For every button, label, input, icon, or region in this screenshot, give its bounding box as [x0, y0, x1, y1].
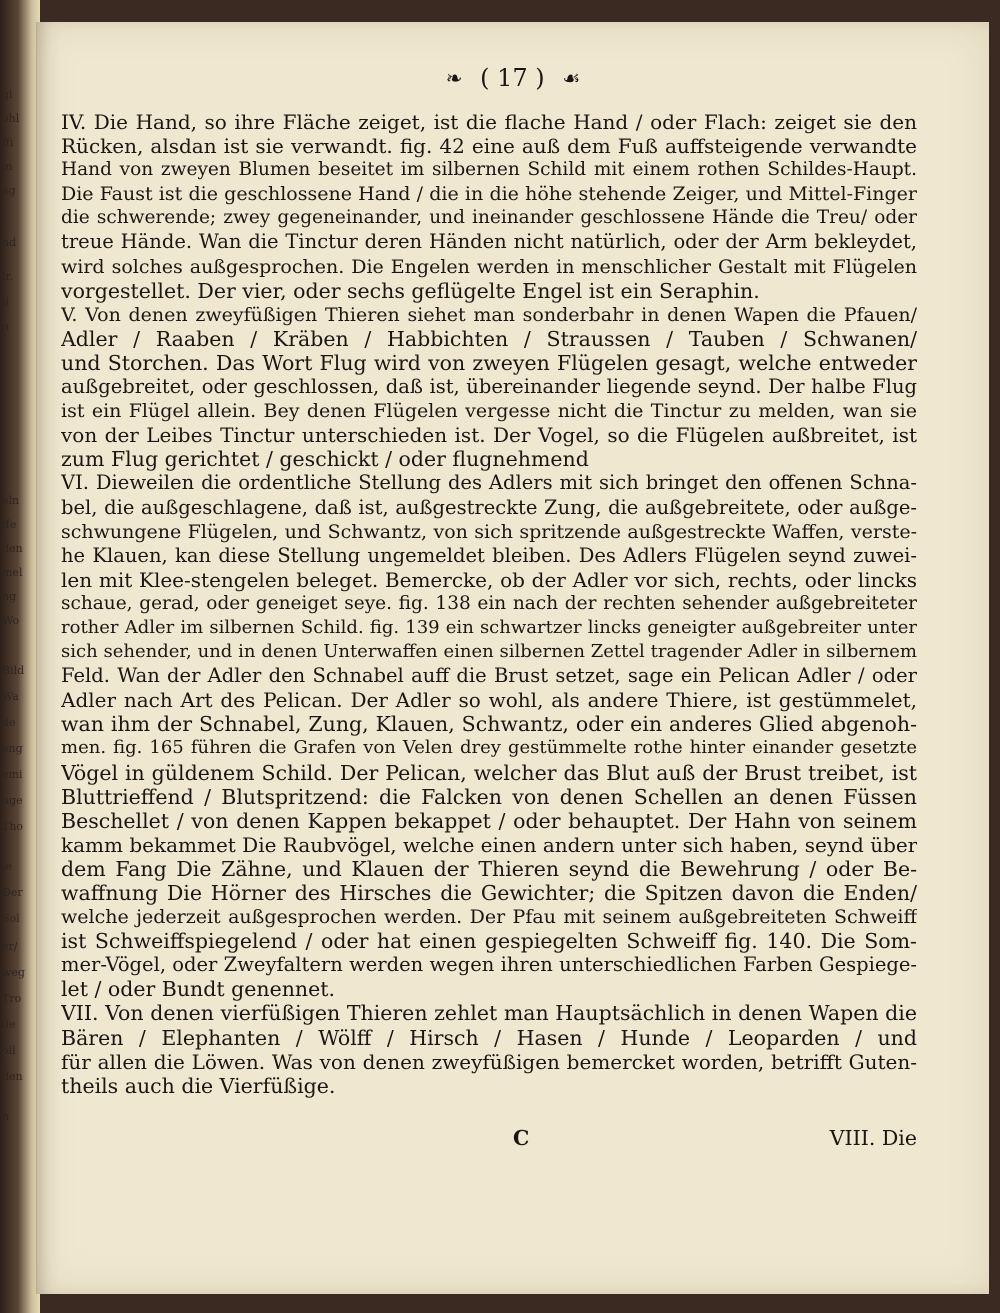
text-line: und Storchen. Das Wort Flug wird von zweyen Flügelen gesagt, welche entweder [61, 350, 917, 375]
facing-page-fragment: n [2, 320, 10, 333]
facing-page-fragment: m [2, 160, 13, 173]
facing-page-fragment: Tho [2, 820, 24, 833]
text-line: theils auch die Vierfüßige. [61, 1073, 336, 1098]
facing-page-fragment: Sol [2, 912, 20, 925]
text-line: wan ihm der Schnabel, Zung, Klauen, Schwantz, oder ein anderes Glied abgenoh- [61, 712, 917, 737]
text-line: V. Von denen zweyfüßigen Thieren siehet man sonderbahr in denen Wapen die Pfauen/ [61, 303, 917, 326]
text-line: ist ein Flügel allein. Bey denen Flügelen vergesse nicht die Tinctur zu melden, wan sie [61, 400, 917, 423]
text-line: sich sehender, und in denen Unterwaffen einen silbernen Zettel tragender Adler in silbernem [61, 641, 917, 663]
text-line: außgebreitet, oder geschlossen, daß ist, übereinander liegende seynd. Der halbe Flug [61, 375, 917, 399]
text-line: wird solches außgesprochen. Die Engelen werden in menschlicher Gestalt mit Flügelen [61, 255, 917, 278]
book-page [36, 22, 989, 1294]
facing-page-fragment: eln [2, 494, 20, 507]
facing-page-fragment: Bild [2, 664, 25, 677]
facing-page-fragment: gl [2, 88, 13, 101]
facing-page-fragment: den [2, 1070, 23, 1083]
text-line: welche jederzeit außgesprochen werden. Der Pfau mit seinem außgebreiteten Schweiff [61, 906, 917, 929]
facing-page-fragment: de [2, 716, 16, 729]
facing-page-fragment: Tro [2, 992, 22, 1005]
text-line: schwungene Flügelen, und Schwantz, von sich spritzende außgestreckte Waffen, verste- [61, 520, 917, 543]
text-line: bel, die außgeschlagene, daß ist, außgestreckte Zung, die außgebreitete, oder außge- [61, 495, 917, 519]
facing-page-fragment: er/ [2, 940, 18, 953]
text-line: let / oder Bundt genennet. [61, 977, 336, 1002]
facing-page-fragment: n [2, 1110, 10, 1123]
text-line: dem Fang Die Zähne, und Klauen der Thieren seynd die Bewehrung / oder Be- [61, 856, 917, 881]
text-line: rother Adler im silbernen Schild. fig. 139 ein schwartzer lincks geneigter außgebreiter unter [61, 616, 917, 638]
text-line: men. fig. 165 führen die Grafen von Velen drey gestümmelte rothe hinter einander gesetzte [61, 737, 917, 759]
text-line: ist Schweiffspiegelend / oder hat einen gespiegelten Schweiff fig. 140. Die Som- [61, 929, 917, 954]
facing-page-fragment: oll [2, 1044, 16, 1057]
text-line: Hand von zweyen Blumen beseitet im silbernen Schild mit einem rothen Schildes-Haupt. [61, 159, 917, 181]
text-line: IV. Die Hand, so ihre Fläche zeiget, ist die flache Hand / oder Flach: zeiget sie den [61, 110, 917, 134]
facing-page-fragment: Der [2, 886, 23, 899]
facing-page-fragment: eng [2, 742, 23, 755]
text-line: schaue, gerad, oder geneiget seye. fig. 138 ein nach der rechten sehender außgebreiteter [61, 592, 917, 614]
facing-page-fragment: ohl [2, 112, 20, 125]
text-line: VII. Von denen vierfüßigen Thieren zehlet man Hauptsächlich in denen Wapen die [61, 1001, 917, 1026]
book-binding-edge [0, 0, 40, 1313]
text-line: Rücken, alsdan ist sie verwandt. fig. 42 eine auß dem Fuß auffsteigende verwandte [61, 134, 917, 159]
text-line: Adler nach Art des Pelican. Der Adler so wohl, als andere Thiere, ist gestümmelet, [61, 688, 917, 713]
facing-page-fragment: ag [2, 184, 16, 197]
page-footer [61, 1126, 917, 1158]
text-line: mer-Vögel, oder Zweyfaltern werden wegen ihren unterschiedlichen Farben Gespiege- [61, 953, 917, 977]
text-line: Beschellet / von denen Kappen bekappet / oder behauptet. Der Hahn von seinem [61, 808, 917, 833]
page-number: ( 17 ) [480, 63, 545, 92]
text-line: die schwerende; zwey gegeneinander, und ineinander geschlossene Hände die Treu/ oder [61, 207, 917, 229]
fleuron-right-icon: ☙ [562, 65, 581, 90]
text-line: Bären / Elephanten / Wölff / Hirsch / Hasen / Hunde / Leoparden / und [61, 1025, 917, 1050]
text-line: vorgestellet. Der vier, oder sechs geflügelte Engel ist ein Seraphin. [61, 278, 760, 303]
text-line: zum Flug gerichtet / geschickt / oder flugnehmend [61, 447, 589, 472]
text-line: Vögel in güldenem Schild. Der Pelican, welcher das Blut auß der Brust treibet, ist [61, 760, 917, 785]
facing-page-fragment: weg [2, 966, 25, 979]
facing-page-fragment: ng [2, 590, 17, 603]
text-line: Die Faust ist die geschlossene Hand / die in die höhe stehende Zeiger, und Mittel-Finger [61, 183, 917, 206]
facing-page-fragment: mel [2, 566, 23, 579]
text-line: he Klauen, kan diese Stellung ungemeldet bleiben. Des Adlers Flügelen seynd zuwei- [61, 543, 917, 567]
text-line: für allen die Löwen. Was von denen zweyfüßigen bemercket worden, betrifft Guten- [61, 1049, 917, 1074]
text-line: VI. Dieweilen die ordentliche Stellung des Adlers mit sich bringet den offenen Schna- [61, 471, 917, 495]
facing-page-fragment: ir. [2, 270, 14, 283]
running-head [37, 62, 989, 92]
text-line: Adler / Raaben / Kräben / Habbichten / Straussen / Tauben / Schwanen/ [61, 326, 917, 351]
facing-page-fragment: ll [2, 296, 10, 309]
text-line: len mit Klee-stengelen beleget. Bemercke, ob der Adler vor sich, rechts, oder lincks [61, 567, 917, 592]
text-line: von der Leibes Tinctur unterschieden ist. Der Vogel, so die Flügelen außbreitet, ist [61, 423, 917, 448]
text-line: treue Hände. Wan die Tinctur deren Händen nicht natürlich, oder der Arm bekleydet, [61, 230, 917, 254]
facing-page-fragment: emi [2, 768, 23, 781]
text-line: kamm bekammet Die Raubvögel, welche einen andern unter sich haben, seynd über [61, 832, 917, 857]
facing-page-fragment: Wo [2, 614, 20, 627]
text-line: Feld. Wan der Adler den Schnabel auff die Brust setzet, sage ein Pelican Adler / oder [61, 664, 917, 688]
facing-page-fragment: ffe [2, 518, 17, 531]
body-text [61, 110, 917, 1098]
facing-page-fragment: ffi [2, 136, 14, 149]
facing-page-fragment: lle [2, 1018, 16, 1031]
facing-page-fragment: je [2, 860, 12, 873]
text-line: waffnung Die Hörner des Hirsches die Gewichter; die Spitzen davon die Enden/ [61, 881, 917, 905]
signature-mark: C [513, 1126, 530, 1150]
facing-page-fragment: Wa [2, 690, 19, 703]
catchword: VIII. Die [829, 1126, 917, 1150]
fleuron-left-icon: ❧ [445, 65, 463, 90]
facing-page-fragment: nd [2, 236, 17, 249]
facing-page-fragment: uge [2, 794, 23, 807]
facing-page-fragment: den [2, 542, 23, 555]
text-line: Bluttrieffend / Blutspritzend: die Falcken von denen Schellen an denen Füssen [61, 784, 917, 809]
